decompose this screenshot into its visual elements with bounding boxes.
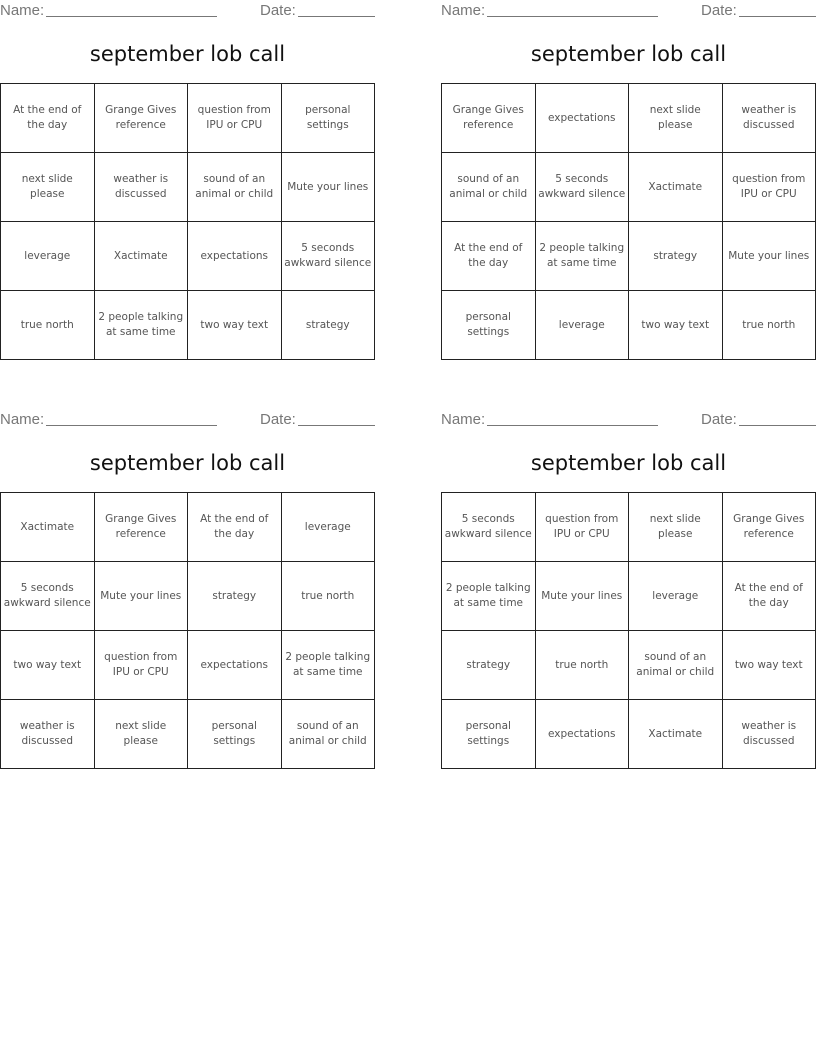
bingo-cell[interactable]: next slide please [94, 700, 188, 769]
bingo-cell[interactable]: sound of an animal or child [281, 700, 375, 769]
date-blank-line [298, 425, 375, 426]
name-date-row [441, 411, 816, 429]
bingo-cell[interactable]: true north [281, 562, 375, 631]
bingo-cell[interactable]: At the end of the day [722, 562, 816, 631]
card-title: september lob call [530, 42, 727, 66]
bingo-cell[interactable]: Grange Gives reference [94, 84, 188, 153]
bingo-cell[interactable]: 5 seconds awkward silence [442, 493, 536, 562]
bingo-grid [0, 83, 375, 360]
bingo-card [441, 0, 816, 365]
bingo-cell[interactable]: leverage [1, 222, 95, 291]
bingo-cell[interactable]: Xactimate [629, 153, 723, 222]
bingo-cell[interactable]: expectations [535, 700, 629, 769]
grid-row [1, 84, 375, 153]
bingo-cell[interactable]: sound of an animal or child [629, 631, 723, 700]
bingo-cell[interactable]: true north [1, 291, 95, 360]
bingo-cell[interactable]: question from IPU or CPU [722, 153, 816, 222]
bingo-cell[interactable]: Grange Gives reference [722, 493, 816, 562]
grid-row [442, 631, 816, 700]
date-label: Date: [260, 2, 296, 19]
grid-row [1, 631, 375, 700]
bingo-cell[interactable]: 5 seconds awkward silence [1, 562, 95, 631]
date-label: Date: [701, 2, 737, 19]
name-label: Name: [441, 2, 486, 19]
grid-row [1, 493, 375, 562]
date-blank-line [739, 425, 816, 426]
grid-row [442, 700, 816, 769]
grid-row [1, 153, 375, 222]
bingo-cell[interactable]: question from IPU or CPU [94, 631, 188, 700]
bingo-cell[interactable]: Mute your lines [281, 153, 375, 222]
bingo-card [0, 409, 375, 774]
bingo-cell[interactable]: two way text [1, 631, 95, 700]
bingo-cell[interactable]: weather is discussed [94, 153, 188, 222]
bingo-cell[interactable]: expectations [188, 222, 282, 291]
bingo-cell[interactable]: weather is discussed [722, 84, 816, 153]
bingo-cell[interactable]: Grange Gives reference [94, 493, 188, 562]
bingo-cell[interactable]: Xactimate [94, 222, 188, 291]
date-blank-line [739, 16, 816, 17]
bingo-cell[interactable]: sound of an animal or child [442, 153, 536, 222]
grid-row [442, 291, 816, 360]
grid-row [1, 700, 375, 769]
bingo-cell[interactable]: two way text [188, 291, 282, 360]
bingo-cell[interactable]: At the end of the day [188, 493, 282, 562]
bingo-cell[interactable]: next slide please [629, 84, 723, 153]
bingo-cell[interactable]: two way text [722, 631, 816, 700]
bingo-cell[interactable]: personal settings [281, 84, 375, 153]
bingo-cell[interactable]: next slide please [629, 493, 723, 562]
bingo-cell[interactable]: At the end of the day [1, 84, 95, 153]
bingo-cell[interactable]: 2 people talking at same time [442, 562, 536, 631]
date-label: Date: [701, 411, 737, 428]
name-label: Name: [441, 411, 486, 428]
bingo-cell[interactable]: At the end of the day [442, 222, 536, 291]
bingo-cell[interactable]: 5 seconds awkward silence [535, 153, 629, 222]
bingo-cell[interactable]: sound of an animal or child [188, 153, 282, 222]
grid-row [442, 153, 816, 222]
bingo-cell[interactable]: 2 people talking at same time [535, 222, 629, 291]
date-blank-line [298, 16, 375, 17]
date-label: Date: [260, 411, 296, 428]
bingo-cell[interactable]: personal settings [188, 700, 282, 769]
name-date-row [0, 2, 375, 20]
bingo-cell[interactable]: 5 seconds awkward silence [281, 222, 375, 291]
bingo-cell[interactable]: Mute your lines [94, 562, 188, 631]
bingo-cell[interactable]: Xactimate [1, 493, 95, 562]
bingo-cell[interactable]: weather is discussed [722, 700, 816, 769]
name-date-row [441, 2, 816, 20]
bingo-cell[interactable]: strategy [281, 291, 375, 360]
grid-row [442, 84, 816, 153]
bingo-cell[interactable]: question from IPU or CPU [535, 493, 629, 562]
name-blank-line [46, 16, 217, 17]
bingo-card [0, 0, 375, 365]
grid-row [442, 562, 816, 631]
grid-row [442, 493, 816, 562]
name-blank-line [487, 425, 658, 426]
bingo-grid [441, 83, 816, 360]
name-date-row [0, 411, 375, 429]
bingo-cell[interactable]: true north [535, 631, 629, 700]
bingo-cell[interactable]: question from IPU or CPU [188, 84, 282, 153]
card-title: september lob call [89, 451, 286, 475]
grid-row [1, 222, 375, 291]
bingo-cell[interactable]: next slide please [1, 153, 95, 222]
bingo-cell[interactable]: strategy [442, 631, 536, 700]
bingo-cell[interactable]: expectations [188, 631, 282, 700]
grid-row [1, 291, 375, 360]
bingo-cell[interactable]: personal settings [442, 700, 536, 769]
bingo-cell[interactable]: 2 people talking at same time [281, 631, 375, 700]
bingo-grid [441, 492, 816, 769]
name-label: Name: [0, 2, 45, 19]
bingo-cell[interactable]: true north [722, 291, 816, 360]
bingo-cell[interactable]: Mute your lines [535, 562, 629, 631]
grid-row [1, 562, 375, 631]
bingo-cell[interactable]: strategy [188, 562, 282, 631]
bingo-cell[interactable]: strategy [629, 222, 723, 291]
bingo-cell[interactable]: expectations [535, 84, 629, 153]
bingo-cell[interactable]: leverage [629, 562, 723, 631]
bingo-cell[interactable]: Xactimate [629, 700, 723, 769]
card-title: september lob call [89, 42, 286, 66]
card-title: september lob call [530, 451, 727, 475]
name-label: Name: [0, 411, 45, 428]
name-blank-line [487, 16, 658, 17]
grid-row [442, 222, 816, 291]
bingo-cell[interactable]: 2 people talking at same time [94, 291, 188, 360]
bingo-grid [0, 492, 375, 769]
bingo-cell[interactable]: Mute your lines [722, 222, 816, 291]
bingo-cell[interactable]: personal settings [442, 291, 536, 360]
bingo-cell[interactable]: leverage [281, 493, 375, 562]
bingo-cell[interactable]: weather is discussed [1, 700, 95, 769]
bingo-cell[interactable]: Grange Gives reference [442, 84, 536, 153]
bingo-card [441, 409, 816, 774]
name-blank-line [46, 425, 217, 426]
bingo-cell[interactable]: two way text [629, 291, 723, 360]
bingo-cell[interactable]: leverage [535, 291, 629, 360]
